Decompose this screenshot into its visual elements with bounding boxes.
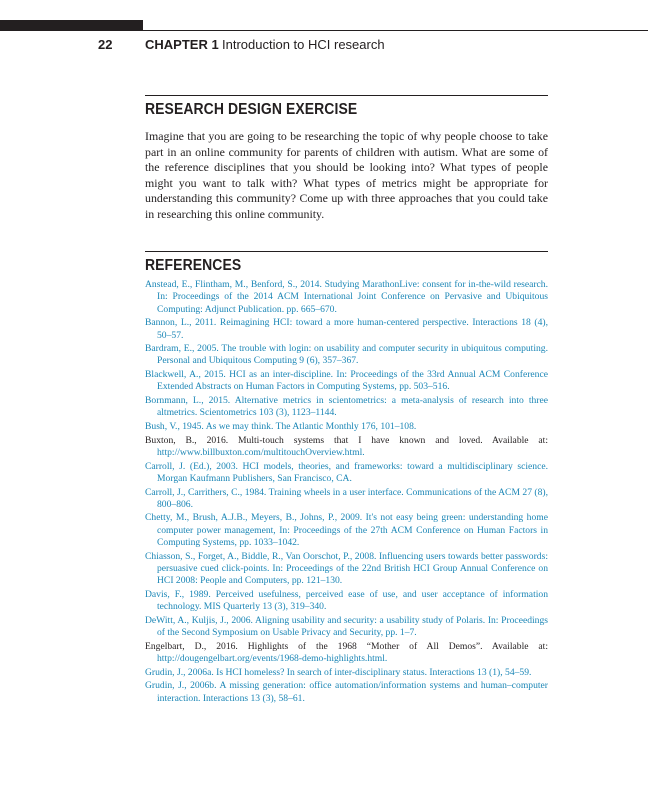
reference-text: Chetty, M., Brush, A.J.B., Meyers, B., Johns, P., 2009. It's not easy being green: understanding home computer power management, In: Proceedings of the 27th ACM Conference on Human Factors in Computing Systems, pp. 1033–1042. <box>145 512 548 549</box>
references-list <box>145 279 548 706</box>
reference-text: Anstead, E., Flintham, M., Benford, S., 2014. Studying MarathonLive: consent for in-the-wild research. In: Proceedings of the 2014 ACM International Joint Conference on Pervasive and Ubiquitous Computing: Adjunct Publication. pp. 665–670. <box>145 279 548 315</box>
reference-item <box>145 615 548 640</box>
reference-text: Bush, V., 1945. As we may think. The Atlantic Monthly 176, 101–108. <box>145 420 417 432</box>
reference-text: Grudin, J., 2006a. Is HCI homeless? In search of inter-disciplinary status. Interactions 13 (1), 54–59. <box>145 666 532 678</box>
running-header <box>0 36 648 56</box>
reference-text: Davis, F., 1989. Perceived usefulness, perceived ease of use, and user acceptance of information technology. MIS Quarterly 13 (3), 319–340. <box>145 588 548 613</box>
reference-link[interactable]: http://dougengelbart.org/events/1968-demo-highlights.html. <box>157 653 388 665</box>
reference-item <box>145 680 548 705</box>
section-rule <box>145 95 548 96</box>
reference-item <box>145 551 548 588</box>
reference-item <box>145 667 548 679</box>
reference-text: Carroll, J. (Ed.), 2003. HCI models, theories, and frameworks: toward a multidisciplinary science. Morgan Kaufmann Publishers, San Francisco, CA. <box>145 460 548 484</box>
chapter-label: CHAPTER 1 <box>145 37 219 52</box>
reference-text: Carroll, J., Carrithers, C., 1984. Training wheels in a user interface. Communications of the ACM 27 (8), 800–806. <box>145 486 548 510</box>
reference-link[interactable]: http://www.billbuxton.com/multitouchOverview.html. <box>157 446 365 458</box>
reference-item <box>145 369 548 394</box>
reference-item[interactable] <box>145 641 548 666</box>
header-rule <box>143 30 648 31</box>
reference-text: Grudin, J., 2006b. A missing generation: office automation/information systems and human–computer interaction. Interactions 13 (3), 58–61. <box>145 680 548 704</box>
reference-item <box>145 589 548 614</box>
reference-text: DeWitt, A., Kuljis, J., 2006. Aligning usability and security: a usability study of Polaris. In: Proceedings of the Second Symposium on Usable Privacy and Security, pp. 1–7. <box>145 614 548 639</box>
reference-item <box>145 343 548 368</box>
header-bar <box>0 20 143 31</box>
reference-text: Bardram, E., 2005. The trouble with login: on usability and computer security in ubiquitous computing. Personal and Ubiquitous Computing 9 (6), 357–367. <box>145 343 548 367</box>
reference-item <box>145 421 548 433</box>
page-number: 22 <box>98 37 113 52</box>
reference-item <box>145 279 548 316</box>
reference-item[interactable] <box>145 435 548 460</box>
references-heading: REFERENCES <box>145 257 242 274</box>
reference-text: Engelbart, D., 2016. Highlights of the 1968 “Mother of All Demos”. Available at: <box>145 640 548 652</box>
exercise-heading: RESEARCH DESIGN EXERCISE <box>145 101 358 118</box>
reference-text: Bornmann, L., 2015. Alternative metrics in scientometrics: a meta-analysis of research into three altmetrics. Scientometrics 103 (3), 1123–1144. <box>145 395 548 419</box>
reference-text: Chiasson, S., Forget, A., Biddle, R., Van Oorschot, P., 2008. Influencing users towards better passwords: persuasive cued click-points. In: Proceedings of the 22nd British HCI Group Annual Conference on HCI 2008: People and Computers, pp. 121–130. <box>145 550 548 587</box>
reference-item <box>145 461 548 486</box>
reference-item <box>145 317 548 342</box>
reference-text: Bannon, L., 2011. Reimagining HCI: toward a more human-centered perspective. Interactions 18 (4), 50–57. <box>145 317 548 341</box>
reference-text: Buxton, B., 2016. Multi-touch systems that I have known and loved. Available at: <box>145 434 548 446</box>
exercise-body: Imagine that you are going to be researching the topic of why people choose to take part in an online community for parents of children with autism. What are some of the reference disciplines that you should be looking into? What types of people might you want to talk with? What types of metrics might be appropriate for understanding this community? Come up with three approaches that you could take in researching this online community. <box>145 129 548 221</box>
chapter-title: Introduction to HCI research <box>222 37 385 52</box>
reference-item <box>145 487 548 512</box>
section-rule <box>145 251 548 252</box>
reference-text: Blackwell, A., 2015. HCI as an inter-discipline. In: Proceedings of the 33rd Annual ACM Conference Extended Abstracts on Human Factors in Computing Systems, pp. 503–516. <box>145 369 548 393</box>
reference-item <box>145 395 548 420</box>
reference-item <box>145 512 548 549</box>
